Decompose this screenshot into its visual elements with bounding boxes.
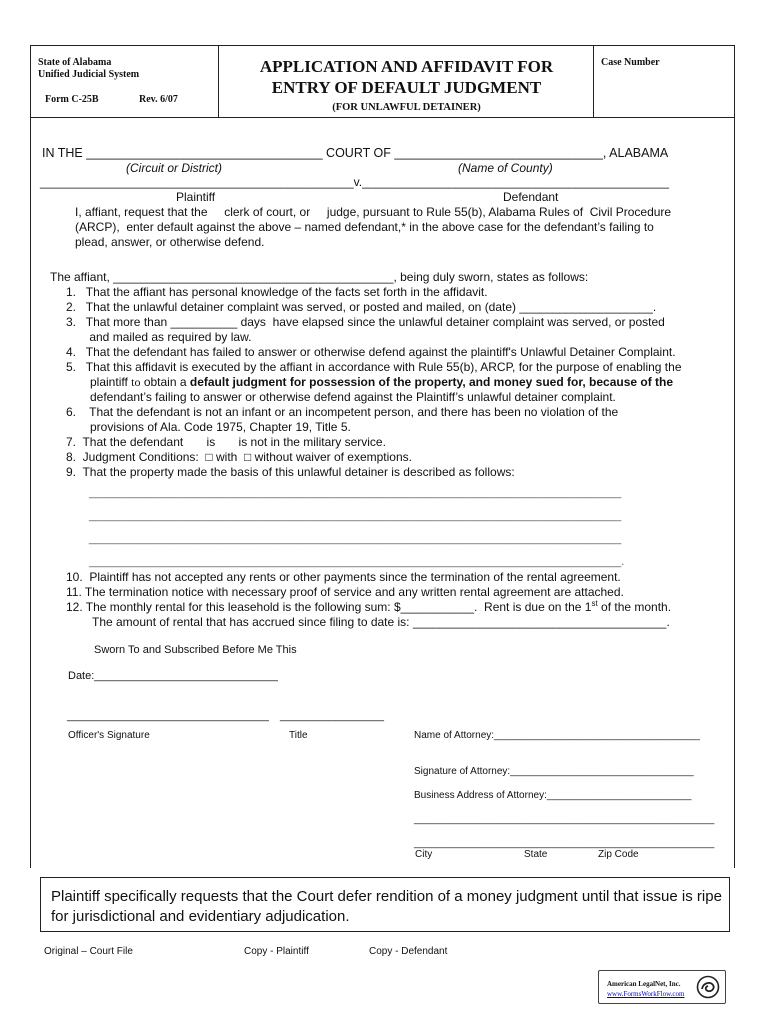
item-12-sup: st	[591, 599, 598, 608]
item-3: 3. That more than __________ days have elapsed since the unlawful detainer complaint was served, or posted	[66, 315, 665, 329]
plaintiff-label: Plaintiff	[176, 190, 216, 204]
logo-name: American LegalNet, Inc.	[607, 980, 681, 988]
item-6-cont: provisions of Ala. Code 1975, Chapter 19, Title 5.	[90, 420, 351, 434]
item-5-cont	[90, 375, 673, 390]
item-7: 7. That the defendant is is not in the military service.	[66, 435, 386, 449]
property-line-1[interactable]: _______________________________________________________________________________________	[89, 487, 622, 499]
attorney-signature-field[interactable]: Signature of Attorney:_________________________________	[414, 766, 694, 777]
item-5: 5. That this affidavit is executed by the affiant in accordance with Rule 55(b), ARCP, for the purpose of enabling the	[66, 360, 682, 374]
right-border	[734, 118, 735, 868]
form-title-line2: ENTRY OF DEFAULT JUDGMENT	[271, 78, 542, 97]
property-line-4[interactable]: _______________________________________________________________________________________.	[89, 556, 625, 568]
system-label: Unified Judicial System	[38, 69, 140, 80]
property-line-3[interactable]: _______________________________________________________________________________________	[89, 533, 622, 545]
state-label: State of Alabama	[38, 57, 112, 68]
case-number-label: Case Number	[601, 57, 660, 68]
parties-line: _______________________________________________v.______________________________________________	[40, 175, 670, 189]
request-line-1: I, affiant, request that the clerk of court, or judge, pursuant to Rule 55(b), Alabama Rules of Civil Procedure	[75, 205, 672, 219]
americanlegalnet-logo	[598, 970, 726, 1004]
affiant-intro: The affiant, __________________________________________, being duly sworn, states as follows:	[50, 270, 589, 284]
officer-signature-line[interactable]: _________________________________	[67, 710, 269, 722]
item-8: 8. Judgment Conditions: □ with □ without waiver of exemptions.	[66, 450, 412, 464]
revision-date: Rev. 6/07	[139, 94, 178, 105]
attorney-name-field[interactable]: Name of Attorney:_____________________________________	[414, 730, 700, 741]
header-title-cell	[219, 46, 594, 117]
logo-url[interactable]: www.FormsWorkFlow.com	[607, 990, 685, 998]
form-subtitle: (FOR UNLAWFUL DETAINER)	[332, 102, 481, 113]
item-5-plaintiff: plaintiff	[90, 375, 132, 389]
item-5-bold: default judgment for possession of the property, and money sued for, because of the	[189, 375, 674, 389]
zip-label: Zip Code	[598, 849, 639, 860]
date-field[interactable]: Date:______________________________	[68, 670, 278, 682]
title-line[interactable]: _________________	[280, 710, 385, 722]
item-9: 9. That the property made the basis of this unlawful detainer is described as follows:	[66, 465, 515, 479]
item-12	[66, 600, 671, 615]
item-6: 6. That the defendant is not an infant or an incompetent person, and there has been no violation of the	[66, 405, 619, 419]
copy-plaintiff: Copy - Plaintiff	[244, 946, 309, 957]
item-5-obtain: obtain a	[140, 375, 190, 389]
sworn-label: Sworn To and Subscribed Before Me This	[94, 644, 297, 656]
case-number-cell[interactable]	[594, 46, 734, 117]
header-left-cell	[31, 46, 219, 117]
address-line-2[interactable]: ______________________________________________________	[414, 838, 715, 849]
officer-signature-label: Officer's Signature	[68, 730, 150, 741]
item-1: 1. That the affiant has personal knowledge of the facts set forth in the affidavit.	[66, 285, 488, 299]
item-12-tail: of the month.	[597, 600, 672, 614]
defer-request-box	[40, 877, 730, 932]
item-5-to: to	[131, 375, 141, 389]
item-12-text: 12. The monthly rental for this leasehold is the following sum: $___________. Rent is due on the 1	[66, 600, 592, 614]
item-5-cont2: defendant’s failing to answer or otherwise defend against the Plaintiff’s unlawful detainer complaint.	[90, 390, 616, 404]
item-12-cont: The amount of rental that has accrued since filing to date is: ______________________________________.	[92, 615, 670, 629]
logo-swirl-icon	[696, 975, 720, 999]
address-line-1[interactable]: ______________________________________________________	[414, 814, 715, 825]
form-title-line1: APPLICATION AND AFFIDAVIT FOR	[259, 57, 554, 76]
item-10: 10. Plaintiff has not accepted any rents or other payments since the termination of the rental agreement.	[66, 570, 621, 584]
item-4: 4. That the defendant has failed to answer or otherwise defend against the plaintiff's Unlawful Detainer Complaint.	[66, 345, 676, 359]
item-2: 2. That the unlawful detainer complaint was served, or posted and mailed, on (date) ____________________.	[66, 300, 657, 314]
request-line-2: (ARCP), enter default against the above – named defendant,* in the above case for the defendant’s failing to	[75, 220, 654, 234]
court-line: IN THE __________________________________ COURT OF ______________________________, ALABAMA	[42, 146, 669, 160]
defendant-label: Defendant	[503, 190, 559, 204]
form-number: Form C-25B	[45, 94, 99, 105]
defer-request-text: Plaintiff specifically requests that the Court defer rendition of a money judgment until that issue is ripe for jurisdictional and evidentiary adjudication.	[51, 888, 722, 925]
item-3-cont: and mailed as required by law.	[66, 330, 252, 344]
copy-defendant: Copy - Defendant	[369, 946, 448, 957]
left-border	[30, 118, 31, 868]
request-line-3: plead, answer, or otherwise defend.	[75, 235, 265, 249]
property-line-2[interactable]: _______________________________________________________________________________________	[89, 510, 622, 522]
business-address-field[interactable]: Business Address of Attorney:__________________________	[414, 790, 692, 801]
county-hint: (Name of County)	[458, 161, 553, 175]
original-court-file: Original – Court File	[44, 946, 133, 957]
state-label: State	[524, 849, 548, 860]
item-11: 11. The termination notice with necessary proof of service and any written rental agreement are attached.	[66, 585, 624, 599]
circuit-hint: (Circuit or District)	[126, 161, 222, 175]
form-header	[30, 45, 735, 118]
title-label: Title	[289, 730, 308, 741]
city-label: City	[415, 849, 433, 860]
